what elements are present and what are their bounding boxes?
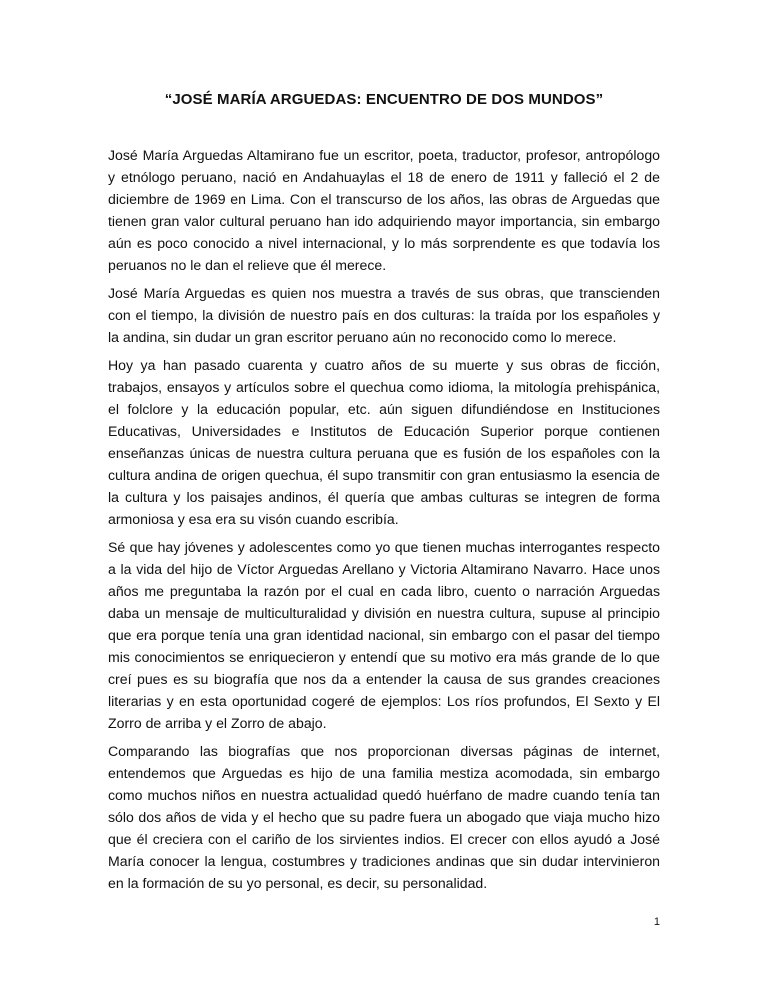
paragraph-3: Hoy ya han pasado cuarenta y cuatro años de su muerte y sus obras de ficción, trabajos, ensayos y artículos sobre el quechua como idioma, la mitología prehispánica, el folclore y la educación popular, etc. aún siguen difundiéndose en Instituciones Educativas, Universidades e Institutos de Educación Superior porque contienen enseñanzas únicas de nuestra cultura peruana que es fusión de los españoles con la cultura andina de origen quechua, él supo transmitir con gran entusiasmo la esencia de la cultura y los paisajes andinos, él quería que ambas culturas se integren de forma armoniosa y esa era su visón cuando escribía.	[108, 357, 660, 527]
document-body	[108, 144, 660, 900]
paragraph-5: Comparando las biografías que nos proporcionan diversas páginas de internet, entendemos que Arguedas es hijo de una familia mestiza acomodada, sin embargo como muchos niños en nuestra actualidad quedó huérfano de madre cuando tenía tan sólo dos años de vida y el hecho que su padre fuera un abogado que viaja mucho hizo que él creciera con el cariño de los sirvientes indios. El crecer con ellos ayudó a José María conocer la lengua, costumbres y tradiciones andinas que sin dudar intervinieron en la formación de su yo personal, es decir, su personalidad.	[108, 743, 660, 891]
paragraph-2: José María Arguedas es quien nos muestra a través de sus obras, que transcienden con el tiempo, la división de nuestro país en dos culturas: la traída por los españoles y la andina, sin dudar un gran escritor peruano aún no reconocido como lo merece.	[108, 285, 660, 345]
paragraph-4: Sé que hay jóvenes y adolescentes como yo que tienen muchas interrogantes respecto a la vida del hijo de Víctor Arguedas Arellano y Victoria Altamirano Navarro. Hace unos años me preguntaba la razón por el cual en cada libro, cuento o narración Arguedas daba un mensaje de multiculturalidad y división en nuestra cultura, supuse al principio que era porque tenía una gran identidad nacional, sin embargo con el pasar del tiempo mis conocimientos se enriquecieron y entendí que su motivo era más grande de lo que creí pues es su biografía que nos da a entender la causa de sus grandes creaciones literarias y en esta oportunidad cogeré de ejemplos: Los ríos profundos, El Sexto y El Zorro de arriba y el Zorro de abajo.	[108, 539, 660, 731]
paragraph-1: José María Arguedas Altamirano fue un escritor, poeta, traductor, profesor, antropólogo y etnólogo peruano, nació en Andahuaylas el 18 de enero de 1911 y falleció el 2 de diciembre de 1969 en Lima. Con el transcurso de los años, las obras de Arguedas que tienen gran valor cultural peruano han ido adquiriendo mayor importancia, sin embargo aún es poco conocido a nivel internacional, y lo más sorprendente es que todavía los peruanos no le dan el relieve que él merece.	[108, 147, 660, 273]
page-number: 1	[653, 916, 660, 928]
document-title: “JOSÉ MARÍA ARGUEDAS: ENCUENTRO DE DOS MUNDOS”	[164, 91, 604, 108]
